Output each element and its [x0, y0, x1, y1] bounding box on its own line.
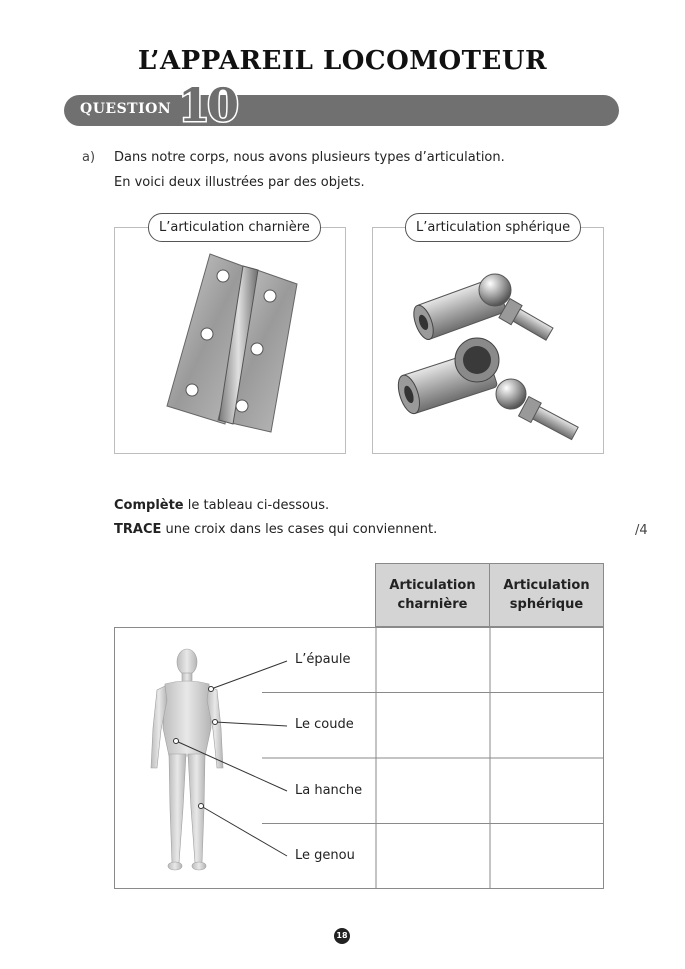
answer-table: [114, 563, 604, 889]
checkbox-shoulder-ball[interactable]: [490, 628, 604, 693]
instruction-2: TRACE une croix dans les cases qui conviennent.: [114, 522, 438, 537]
row-label-hip: La hanche: [295, 783, 363, 798]
checkbox-hip-hinge[interactable]: [376, 759, 490, 824]
ball-joint-label: L’articulation sphérique: [405, 213, 581, 242]
header-ball: Articulation sphérique: [489, 563, 604, 627]
checkbox-elbow-ball[interactable]: [490, 694, 604, 758]
page-number: 18: [334, 928, 350, 944]
checkbox-elbow-hinge[interactable]: [376, 694, 490, 758]
page-title: L’APPAREIL LOCOMOTEUR: [137, 46, 548, 76]
part-letter: a): [82, 150, 96, 165]
ball-joint-frame: [372, 227, 604, 454]
row-label-knee: Le genou: [295, 848, 355, 863]
row-label-elbow: Le coude: [295, 717, 354, 732]
checkbox-shoulder-hinge[interactable]: [376, 628, 490, 693]
score-indicator: /4: [635, 523, 648, 538]
checkbox-knee-hinge[interactable]: [376, 825, 490, 888]
header-hinge: Articulation charnière: [375, 563, 490, 627]
instruction-1: Complète le tableau ci-dessous.: [114, 498, 330, 513]
checkbox-knee-ball[interactable]: [490, 825, 604, 888]
intro-line-2: En voici deux illustrées par des objets.: [114, 175, 365, 190]
question-label: QUESTION: [80, 101, 172, 117]
hinge-frame: [114, 227, 346, 454]
ball-joint-icon: [373, 228, 603, 453]
question-number: 10: [178, 78, 237, 132]
hinge-label: L’articulation charnière: [148, 213, 321, 242]
intro-line-1: Dans notre corps, nous avons plusieurs types d’articulation.: [114, 150, 505, 165]
checkbox-hip-ball[interactable]: [490, 759, 604, 824]
hinge-icon: [115, 228, 345, 453]
row-label-shoulder: L’épaule: [295, 652, 351, 667]
table-body: [114, 627, 604, 889]
